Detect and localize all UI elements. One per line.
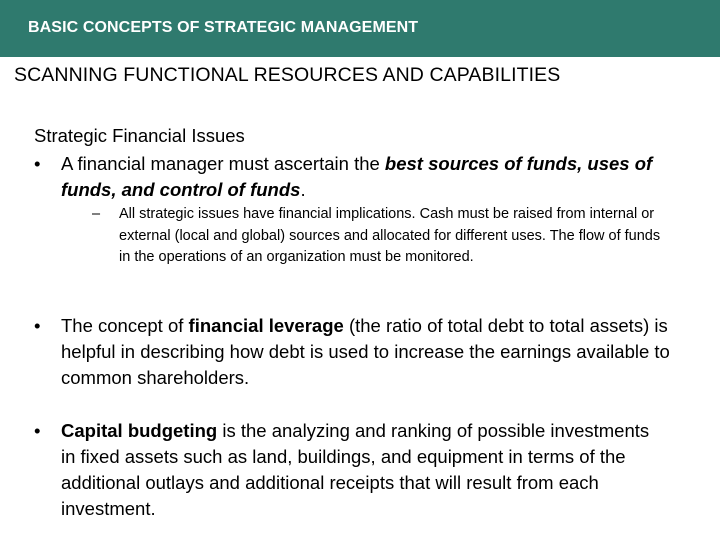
bullet-text: [61, 151, 694, 203]
bullet-text-bold: financial leverage: [188, 315, 344, 336]
bullet-text-emphasis: best sources of funds, uses of funds, and control of funds: [61, 153, 653, 200]
bullet-text: [61, 418, 654, 522]
header-bar: [0, 0, 720, 57]
bullet-capital-budgeting: [34, 418, 654, 522]
bullet-marker: •: [34, 315, 41, 336]
bullet-marker: •: [34, 420, 41, 441]
bullet-text-end: .: [300, 179, 306, 200]
bullet-text-bold: Capital budgeting: [61, 420, 218, 441]
slide-title: SCANNING FUNCTIONAL RESOURCES AND CAPABILITIES: [14, 64, 561, 86]
bullet-text-plain: A financial manager must ascertain the: [61, 153, 385, 174]
header-title: BASIC CONCEPTS OF STRATEGIC MANAGEMENT: [28, 19, 419, 36]
bullet-text-post: (the ratio of total debt to total assets) is helpful in describing how debt is used to increase the earnings available to common shareholders.: [61, 315, 670, 388]
sub-bullet-text: All strategic issues have financial implications. Cash must be raised from internal or external (local and global) sources and allocated for different uses. The flow of funds in the operations of an organization must be monitored.: [119, 206, 661, 265]
bullet-text: [61, 313, 694, 391]
bullet-text-pre: The concept of: [61, 315, 189, 336]
sub-bullet-financial-implications: [92, 204, 672, 269]
bullet-financial-leverage: [34, 313, 694, 391]
bullet-marker: •: [34, 153, 41, 174]
section-heading: Strategic Financial Issues: [34, 125, 245, 146]
sub-bullet-marker: –: [92, 206, 101, 222]
bullet-best-sources: [34, 151, 694, 203]
bullet-text-post: is the analyzing and ranking of possible investments in fixed assets such as land, buildings, and equipment in terms of the additional outlays and additional receipts that will result from each investment.: [61, 420, 650, 519]
